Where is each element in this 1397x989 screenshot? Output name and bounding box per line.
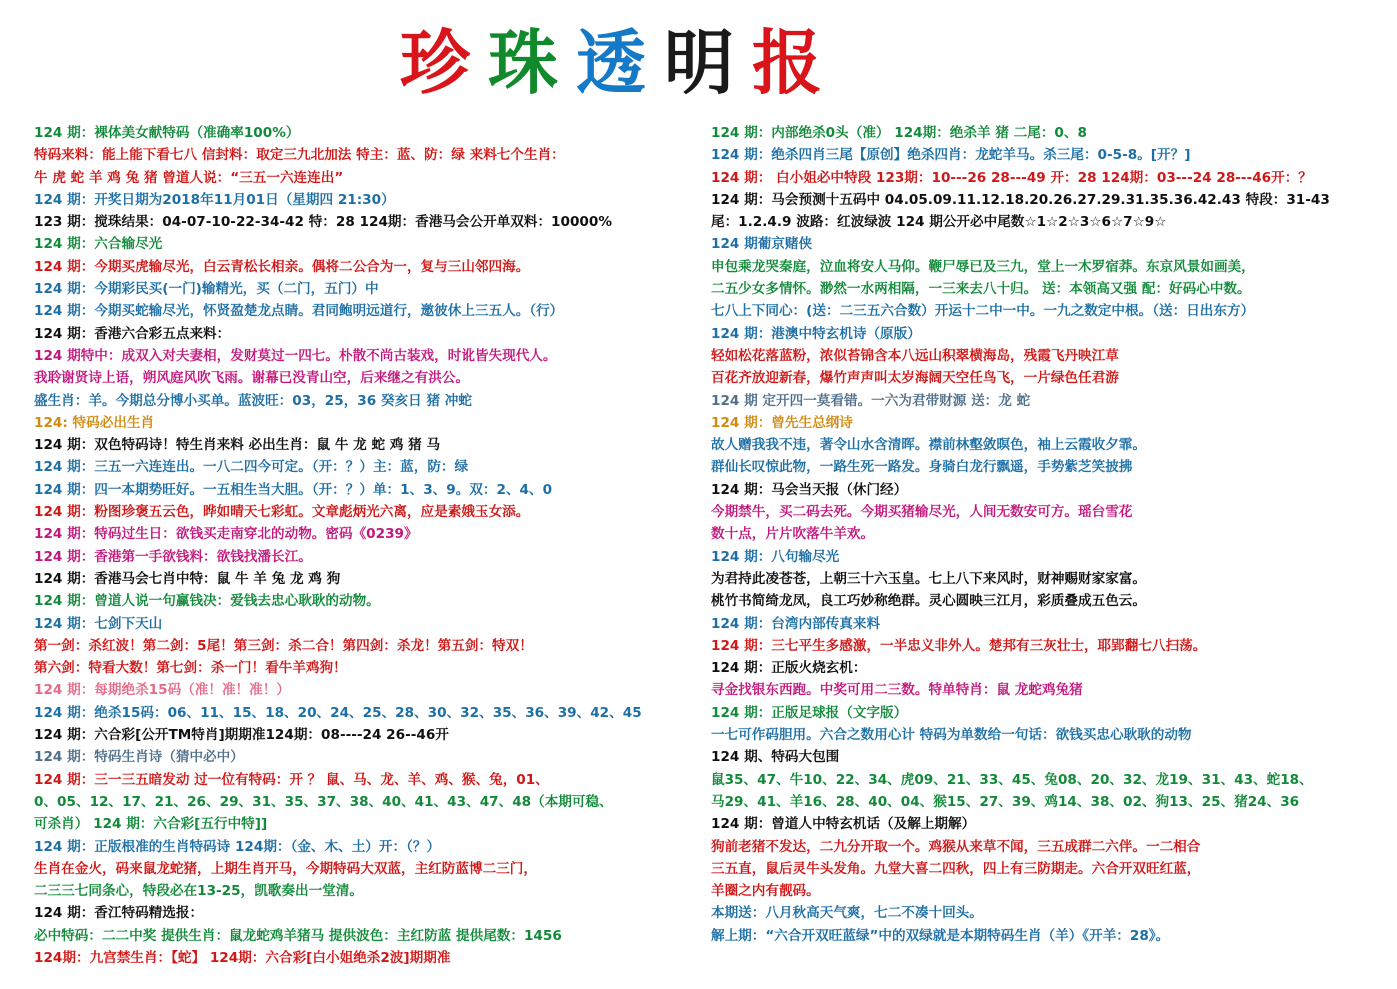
right-column-line: 马29、41、羊16、28、40、04、猴15、27、39、鸡14、38、02、狗13、25、猪24、36 [711, 793, 1300, 810]
right-column-line: 124 期：内部绝杀0头（准） 124期：绝杀羊 猪 二尾：0、8 [711, 125, 1087, 141]
left-column-line: 124 期：香港六合彩五点来料： [34, 325, 231, 342]
left-column-line: 124 期：双色特码诗！特生肖来料 必出生肖：鼠 牛 龙 蛇 鸡 猪 马 [34, 437, 441, 454]
right-column [711, 122, 1381, 947]
right-column-line: 124 期：八句输尽光 [711, 548, 840, 565]
right-column-line: 百花齐放迎新春，爆竹声声叫太岁海阔天空任鸟飞，一片绿色任君游 [711, 370, 1119, 387]
right-column-line: 申包乘龙哭秦庭，泣血将安人马仰。鞭尸辱已及三九，堂上一木罗宿莽。东京风景如画美， [711, 258, 1255, 275]
left-column-line: 124 期：今期买虎输尽光，白云青松长相亲。偶将二公合为一，复与三山邻四海。 [34, 258, 530, 275]
left-column-line: 124 期：今期买蛇输尽光，怀贤盈楚龙点睛。君同鲍明远道行，邀彼休上三五人。（行） [34, 303, 564, 320]
right-column-line: 轻如松花落蓝粉，浓似苔锦含本八远山积翠横海岛，残霞飞丹映江草 [711, 347, 1119, 364]
right-column-line: 124 期：曾道人中特玄机话（及解上期解） [711, 816, 976, 833]
left-column-line: 牛 虎 蛇 羊 鸡 兔 猪 曾道人说：“三五一六连连出” [34, 169, 344, 186]
left-column-line: 124期：九宫禁生肖：【蛇】 124期：六合彩[白小姐绝杀2波]期期准 [34, 949, 451, 966]
right-column-line: 解上期：“六合开双旺蓝绿”中的双绿就是本期特码生肖（羊）《开羊：28》。 [711, 927, 1170, 944]
right-column-line: 124 期：马会当天报（休门经） [711, 481, 908, 498]
left-column-line: 特码来料：能上能下看七八 信封料：取定三九北加法 特主：蓝、防：绿 来料七个生肖： [34, 147, 565, 164]
right-column-line: 124 期：马会预测十五码中 04.05.09.11.12.18.20.26.27.29.31.35.36.42.43 特段：31-43 [711, 191, 1330, 208]
right-column-line: 故人赠我我不违，著令山水含清晖。襟前林壑敛暝色，袖上云霞收夕霏。 [711, 437, 1146, 454]
left-column-line: 124 期：香港第一手欲钱料：欲钱找潘长江。 [34, 548, 312, 565]
left-column-line: 124 期：粉图珍褒五云色，晔如晴天七彩虹。文章彪炳光六离，应是素娥玉女添。 [34, 504, 530, 521]
left-column-line: 第六剑：特看大数！第七剑：杀一门！看牛羊鸡狗！ [34, 660, 347, 677]
right-column-line: 鼠35、47、牛10、22、34、虎09、21、33、45、兔08、20、32、龙19、31、43、蛇18、 [711, 771, 1313, 788]
title-char-1: 珍 [400, 21, 488, 104]
left-column-line: 124 期：绝杀15码：06、11、15、18、20、24、25、28、30、32、35、36、39、42、45 [34, 704, 642, 721]
right-column-line: 124 期葡京赌侠 [711, 236, 813, 253]
left-column-line: 第一剑：杀红波！第二剑：5尾！第三剑：杀二合！第四剑：杀龙！第五剑：特双！ [34, 637, 533, 654]
left-column-line: 124 期：曾道人说一句赢钱决：爱钱去忠心耿耿的动物。 [34, 593, 380, 610]
left-column-line: 124: 特码必出生肖 [34, 414, 155, 431]
left-column-line: 124 期：三一三五暗发动 过一位有特码：开 ？ 鼠、马、龙、羊、鸡、猴、兔，01、 [34, 771, 549, 788]
left-column-line: 124 期：四一本期势旺好。一五相生当大胆。（开：？）单：1、3、9。双：2、4、0 [34, 481, 553, 498]
right-column-line: 124 期 定开四一莫看错。一六为君带财源 送：龙 蛇 [711, 392, 1031, 409]
right-column-line: 124 期：正版火烧玄机： [711, 660, 867, 677]
left-column-line: 124 期：每期绝杀15码（准！准！准！） [34, 682, 290, 699]
left-column-line: 我聆谢贤诗上语，朔风庭风吹飞雨。谢幕已没青山空，后来继之有洪公。 [34, 370, 469, 387]
right-column-line: 尾：1.2.4.9 波路：红波绿波 124 期公开必中尾数☆1☆2☆3☆6☆7☆9☆ [711, 214, 1167, 231]
left-column-line: 盛生肖：羊。今期总分博小买单。蓝波旺：03，25，36 癸亥日 猪 冲蛇 [34, 392, 472, 409]
right-column-line: 七八上下同心：(送：二三五六合数）开运十二中一中。一九之数定中根。（送：日出东方） [711, 303, 1255, 320]
left-column-line: 124 期：七剑下天山 [34, 615, 163, 632]
right-column-line: 124 期： 白小姐必中特段 123期：10---26 28---49 开：28 124期：03---24 28---46开：？ [711, 169, 1312, 186]
left-column-line: 124 期：今期彩民买(一门)输精光，买（二门，五门）中 [34, 281, 379, 298]
left-column-line: 124 期：六合输尽光 [34, 236, 163, 253]
left-column-line: 必中特码：二二中奖 提供生肖：鼠龙蛇鸡羊猪马 提供波色：主红防蓝 提供尾数：1456 [34, 927, 562, 944]
left-column-line: 124 期：三五一六连连出。一八二四今可定。（开：？）主：蓝，防：绿 [34, 459, 469, 476]
title-char-4: 明 [664, 21, 752, 104]
right-column-line: 124 期：绝杀四肖三尾【原创】绝杀四肖：龙蛇羊马。杀三尾：0-5-8。[开？] [711, 147, 1191, 164]
title-char-5: 报 [752, 21, 840, 104]
right-column-line: 羊圈之内有靓码。 [711, 883, 820, 900]
left-column-line: 124 期：香港马会七肖中特：鼠 牛 羊 兔 龙 鸡 狗 [34, 570, 341, 587]
title-char-2: 珠 [488, 21, 576, 104]
right-column-line: 数十点，片片吹落牛羊欢。 [711, 526, 875, 543]
left-column-line: 124 期：特码过生日：欲钱买走南穿北的动物。密码《0239》 [34, 526, 418, 543]
right-column-line: 三五直，鼠后灵牛头发角。九堂大喜二四秋，四上有三防期走。六合开双旺红蓝， [711, 860, 1201, 877]
left-column-line: 生肖在金火，码来鼠龙蛇猪，上期生肖开马，今期特码大双蓝，主红防蓝博二三门， [34, 860, 537, 877]
page-title [400, 18, 920, 113]
left-column-line: 0、05、12、17、21、26、29、31、35、37、38、40、41、43、47、48（本期可稳、 [34, 793, 613, 810]
right-column-line: 124 期：正版足球报（文字版） [711, 704, 908, 721]
right-column-line: 124 期：台湾内部传真来料 [711, 615, 881, 632]
right-column-line: 124 期、特码大包围 [711, 749, 840, 766]
title-char-3: 透 [576, 21, 664, 104]
left-column-line: 124 期：开奖日期为2018年11月01日（星期四 21:30） [34, 191, 395, 208]
left-column-line: 123 期：搅珠结果：04-07-10-22-34-42 特：28 124期：香港马会公开单双料：10000% [34, 214, 612, 231]
right-column-line: 二五少女多情怀。渺然一水两相隔，一三来去八十归。 送：本领高又强 配：好码心中数。 [711, 281, 1251, 298]
right-column-line: 今期禁牛，买二码去死。今期买猪输尽光，人间无数安可方。瑶台雪花 [711, 504, 1133, 521]
right-column-line: 狗前老猪不发达，二九分开取一个。鸡猴从来草不闻，三五成群二六伴。一二相合 [711, 838, 1201, 855]
left-column-line: 可杀肖） 124 期：六合彩[五行中特]] [34, 816, 268, 833]
right-column-line: 寻金找银东西跑。中奖可用二三数。特单特肖：鼠 龙蛇鸡兔猪 [711, 682, 1083, 699]
left-column-line: 124 期：特码生肖诗（猜中必中） [34, 749, 244, 766]
right-column-line: 一七可作码胆用。六合之数用心计 特码为单数给一句话：欲钱买忠心耿耿的动物 [711, 727, 1192, 744]
left-column-line: 124 期：香江特码精选报： [34, 905, 204, 922]
left-column-line: 124 期：正版根准的生肖特码诗 124期：（金、木、土）开：（？） [34, 838, 441, 855]
right-column-line: 124 期：曾先生总纲诗 [711, 414, 853, 431]
right-column-line: 群仙长叹惊此物，一路生死一路发。身骑白龙行飘遥，手势紫芝笑披拂 [711, 459, 1133, 476]
left-column-line: 124 期特中：成双入对夫妻相，发财莫过一四七。朴散不尚古装戏，时讹皆失现代人。 [34, 347, 557, 364]
right-column-line: 124 期：三七平生多感激，一半忠义非外人。楚邦有三灰壮士，耶郢翻七八扫荡。 [711, 637, 1207, 654]
left-column [34, 122, 684, 969]
left-column-line: 二三三七同条心，特段必在13-25，凯歌奏出一堂清。 [34, 883, 363, 900]
right-column-line: 本期送：八月秋高天气爽，七二不凑十回头。 [711, 905, 983, 922]
left-column-line: 124 期：六合彩[公开TM特肖]期期准124期：08----24 26--46开 [34, 727, 449, 744]
right-column-line: 124 期：港澳中特玄机诗（原版） [711, 325, 921, 342]
right-column-line: 为君持此凌苍苍，上朝三十六玉皇。七上八下来风时，财神赐财家家富。 [711, 570, 1146, 587]
left-column-line: 124 期：裸体美女献特码（准确率100%） [34, 125, 300, 141]
right-column-line: 桃竹书简绮龙凤，良工巧妙称绝群。灵心圆映三江月，彩质叠成五色云。 [711, 593, 1146, 610]
